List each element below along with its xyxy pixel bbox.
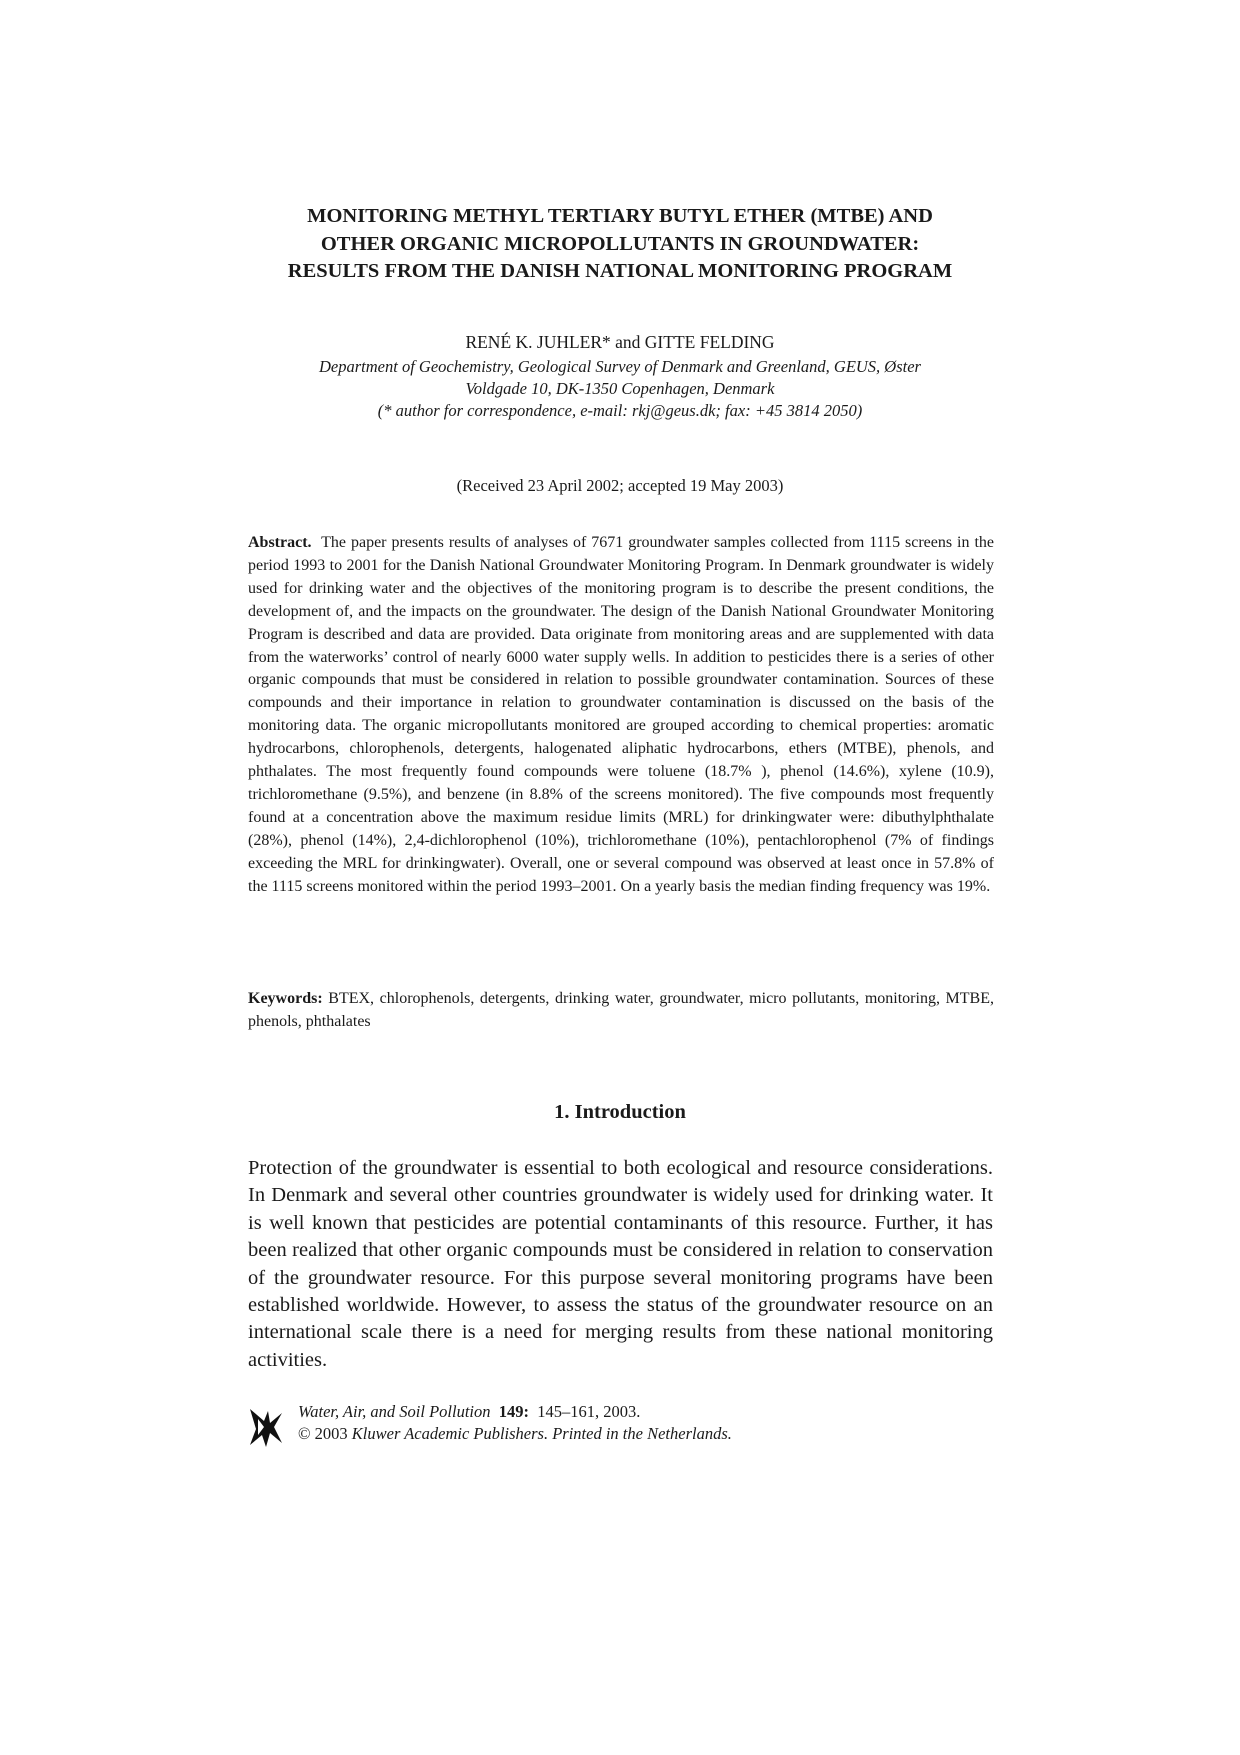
citation — [298, 1401, 732, 1445]
abstract — [248, 532, 994, 899]
affiliation-line-1: Department of Geochemistry, Geological Survey of Denmark and Greenland, GEUS, Øster — [319, 357, 921, 376]
introduction-paragraph: Protection of the groundwater is essential to both ecological and resource considerations. In Denmark and several other countries groundwater is widely used for drinking water. It is well known that pesticides are potential contaminants of this resource. Further, it has been realized that other organic compounds must be considered in relation to conservation of the groundwater resource. For this purpose several monitoring programs have been established worldwide. However, to assess the status of the groundwater resource on an international scale there is a need for merging results from these national monitoring activities. — [248, 1157, 993, 1371]
citation-line-1 — [298, 1401, 732, 1423]
abstract-text: The paper presents results of analyses of 7671 groundwater samples collected from 1115 screens in the period 1993 to 2001 for the Danish National Groundwater Monitoring Program. In Denmark groundwater is widely used for drinking water and the objectives of the monitoring program is to describe the present conditions, the development of, and the impacts on the groundwater. The design of the Danish National Groundwater Monitoring Program is described and data are provided. Data originate from monitoring areas and are supplemented with data from the waterworks’ control of nearly 6000 water supply wells. In addition to pesticides there is a series of other organic compounds that must be considered in relation to possible groundwater contamination. Sources of these compounds and their importance in relation to groundwater contamination is discussed on the basis of the monitoring data. The organic micropollutants monitored are grouped according to chemical properties: aromatic hydrocarbons, chlorophenols, detergents, halogenated aliphatic hydrocarbons, ethers (MTBE), phenols, and phthalates. The most frequently found compounds were toluene (18.7% ), phenol (14.6%), xylene (10.9), trichloromethane (9.5%), and benzene (in 8.8% of the screens monitored). The five compounds most frequently found at a concentration above the maximum residue limits (MRL) for drinkingwater were: dibuthylphthalate (28%), phenol (14%), 2,4-dichlorophenol (10%), trichloromethane (10%), pentachlorophenol (7% of findings exceeding the MRL for drinkingwater). Overall, one or several compound was observed at least once in 57.8% of the 1115 screens monitored within the period 1993–2001. On a yearly basis the median finding frequency was 19%. — [248, 534, 994, 895]
journal-volume: 149: — [498, 1402, 530, 1421]
received-dates: (Received 23 April 2002; accepted 19 May 2003) — [456, 476, 784, 495]
keywords-label: Keywords: — [248, 990, 323, 1007]
keywords-text: BTEX, chlorophenols, detergents, drinking water, groundwater, micro pollutants, monitoring, MTBE, phenols, phthalates — [248, 990, 995, 1030]
citation-line-2 — [298, 1423, 732, 1445]
affiliation-line-2: Voldgade 10, DK-1350 Copenhagen, Denmark — [465, 379, 775, 398]
title-line-3: RESULTS FROM THE DANISH NATIONAL MONITORING PROGRAM — [287, 260, 953, 282]
title-line-1: MONITORING METHYL TERTIARY BUTYL ETHER (MTBE) AND — [307, 205, 933, 227]
abstract-label: Abstract. — [248, 534, 312, 551]
paper-title — [248, 203, 992, 286]
journal-name: Water, Air, and Soil Pollution — [298, 1402, 491, 1421]
publisher-logo-icon — [248, 1407, 284, 1449]
section-heading-introduction: 1. Introduction — [554, 1101, 686, 1123]
affiliation — [248, 356, 992, 422]
affiliation-line-3: (* author for correspondence, e-mail: rkj@geus.dk; fax: +45 3814 2050) — [377, 401, 863, 420]
copyright-year: © 2003 — [298, 1424, 348, 1443]
author-list: RENÉ K. JUHLER* and GITTE FELDING — [465, 332, 775, 352]
title-line-2: OTHER ORGANIC MICROPOLLUTANTS IN GROUNDWATER: — [320, 232, 920, 255]
keywords — [248, 988, 994, 1034]
journal-pages: 145–161, 2003. — [537, 1402, 641, 1421]
publisher-name: Kluwer Academic Publishers. Printed in the Netherlands. — [351, 1424, 732, 1443]
